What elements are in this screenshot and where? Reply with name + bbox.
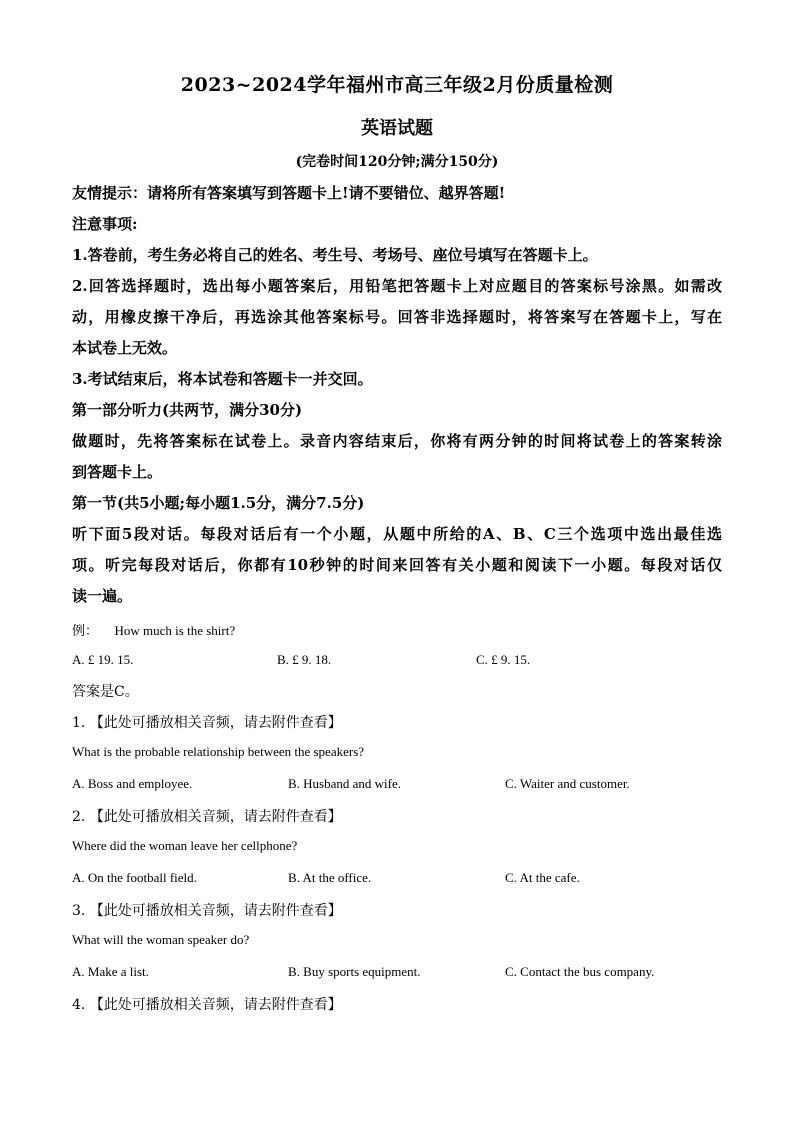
q3-option-a: A. Make a list. xyxy=(72,964,149,979)
q3-audio-link[interactable]: 3. 【此处可播放相关音频，请去附件查看】 xyxy=(72,903,342,919)
example-question-row xyxy=(72,620,722,639)
q1-question: What is the probable relationship between the speakers? xyxy=(72,744,365,759)
q2-question: Where did the woman leave her cellphone? xyxy=(72,838,298,853)
section1-desc-line-3: 读一遍。 xyxy=(72,587,133,605)
q2-audio-link[interactable]: 2. 【此处可播放相关音频，请去附件查看】 xyxy=(72,809,342,825)
q1-option-a: A. Boss and employee. xyxy=(72,776,193,791)
notice-item-3: 3.考试结束后，将本试卷和答题卡一并交回。 xyxy=(72,370,373,388)
part1-desc-line-1: 做题时，先将答案标在试卷上。录音内容结束后，你将有两分钟的时间将试卷上的答案转涂 xyxy=(72,432,722,450)
example-answer: 答案是C。 xyxy=(72,684,139,700)
time-info: (完卷时间120分钟;满分150分) xyxy=(295,154,499,170)
notice-item-2-line-3: 本试卷上无效。 xyxy=(72,339,178,357)
q1-audio-link[interactable]: 1. 【此处可播放相关音频，请去附件查看】 xyxy=(72,715,342,731)
notice-item-2-line-2: 动，用橡皮擦干净后，再选涂其他答案标号。回答非选择题时，将答案写在答题卡上，写在 xyxy=(72,308,722,326)
example-option-b: B. £ 9. 18. xyxy=(277,652,332,667)
tip-text: 友情提示：请将所有答案填写到答题卡上!请不要错位、越界答题! xyxy=(72,184,506,202)
exam-title: 2023~2024学年福州市高三年级2月份质量检测 xyxy=(180,74,614,96)
part1-heading: 第一部分听力(共两节，满分30分) xyxy=(72,401,303,419)
q2-option-c: C. At the cafe. xyxy=(505,870,580,885)
example-label: 例： xyxy=(72,623,99,638)
q3-option-b: B. Buy sports equipment. xyxy=(288,964,421,979)
q2-option-a: A. On the football field. xyxy=(72,870,197,885)
section1-desc-line-2: 项。听完每段对话后，你都有10秒钟的时间来回答有关小题和阅读下一小题。每段对话仅 xyxy=(72,556,722,574)
q1-option-c: C. Waiter and customer. xyxy=(505,776,630,791)
example-option-a: A. £ 19. 15. xyxy=(72,652,134,667)
section1-desc-line-1: 听下面5段对话。每段对话后有一个小题，从题中所给的A、B、C三个选项中选出最佳选 xyxy=(72,525,722,543)
section1-heading: 第一节(共5小题;每小题1.5分，满分7.5分) xyxy=(72,494,365,512)
q2-option-b: B. At the office. xyxy=(288,870,372,885)
q4-audio-link[interactable]: 4. 【此处可播放相关音频，请去附件查看】 xyxy=(72,997,342,1013)
q3-question: What will the woman speaker do? xyxy=(72,932,250,947)
example-question: How much is the shirt? xyxy=(114,623,236,638)
notice-item-2-line-1: 2.回答选择题时，选出每小题答案后，用铅笔把答题卡上对应题目的答案标号涂黑。如需改 xyxy=(72,277,722,295)
subject-title: 英语试题 xyxy=(361,118,433,139)
q1-option-b: B. Husband and wife. xyxy=(288,776,402,791)
part1-desc-line-2: 到答题卡上。 xyxy=(72,463,163,481)
notice-item-1: 1.答卷前，考生务必将自己的姓名、考生号、考场号、座位号填写在答题卡上。 xyxy=(72,246,598,264)
example-option-c: C. £ 9. 15. xyxy=(476,652,531,667)
notice-heading: 注意事项: xyxy=(72,215,138,233)
q3-option-c: C. Contact the bus company. xyxy=(505,964,655,979)
